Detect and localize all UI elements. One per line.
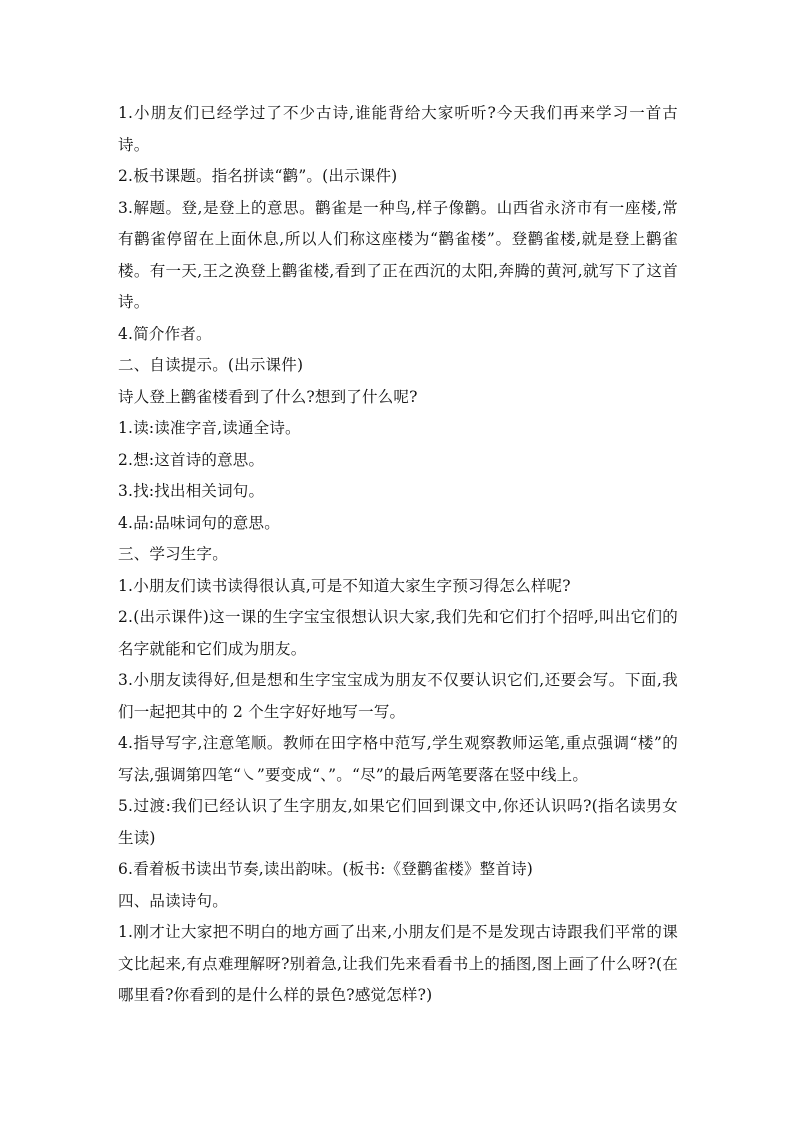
paragraph-question: 诗人登上鹳雀楼看到了什么?想到了什么呢? (118, 387, 418, 406)
paragraph-transition: 5.过渡:我们已经认识了生字朋友,如果它们回到课文中,你还认识吗?(指名读男女生读) (118, 797, 678, 847)
lesson-plan-body (118, 98, 678, 1012)
paragraph-write-characters: 3.小朋友读得好,但是想和生字宝宝成为朋友不仅要认识它们,还要会写。下面,我们一起把其中的 2 个生字好好地写一写。 (118, 671, 678, 721)
list-item-find: 3.找:找出相关词句。 (118, 482, 265, 500)
paragraph-writing-guidance: 4.指导写字,注意笔顺。教师在田字格中范写,学生观察教师运笔,重点强调“楼”的写法,强调第四笔“㇏”要变成“、”。“尽”的最后两笔要落在竖中线上。 (118, 734, 678, 784)
paragraph-intro: 1.小朋友们已经学过了不少古诗,谁能背给大家听听?今天我们再来学习一首古诗。 (118, 104, 678, 154)
section-heading-self-reading: 二、自读提示。(出示课件) (118, 356, 304, 374)
paragraph-author-intro: 4.简介作者。 (118, 324, 212, 343)
paragraph-preview-check: 1.小朋友们读书读得很认真,可是不知道大家生字预习得怎么样呢? (118, 576, 571, 595)
list-item-read: 1.读:读准字音,读通全诗。 (118, 419, 301, 437)
list-item-think: 2.想:这首诗的意思。 (118, 450, 265, 469)
list-item-savor: 4.品:品味词句的意思。 (118, 513, 280, 532)
paragraph-illustration: 1.刚才让大家把不明白的地方画了出来,小朋友们是不是发现古诗跟我们平常的课文比起来,有点难理解呀?别着急,让我们先来看看书上的插图,图上画了什么呀?(在哪里看?你看到的是什么样的景色?感觉怎样?) (118, 923, 678, 1004)
paragraph-meet-characters: 2.(出示课件)这一课的生字宝宝很想认识大家,我们先和它们打个招呼,叫出它们的名字就能和它们成为朋友。 (118, 608, 678, 658)
section-heading-poem-reading: 四、品读诗句。 (118, 891, 228, 910)
paragraph-explain-title: 3.解题。登,是登上的意思。鹳雀是一种鸟,样子像鹳。山西省永济市有一座楼,常有鹳雀停留在上面休息,所以人们称这座楼为“鹳雀楼”。登鹳雀楼,就是登上鹳雀楼。有一天,王之涣登上鹳雀楼,看到了正在西沉的太阳,奔腾的黄河,就写下了这首诗。 (118, 198, 678, 311)
section-heading-learn-characters: 三、学习生字。 (118, 545, 228, 563)
paragraph-rhythm-reading: 6.看着板书读出节奏,读出韵味。(板书:《登鹳雀楼》整首诗) (118, 860, 534, 878)
paragraph-board-title: 2.板书课题。指名拼读“鹳”。(出示课件) (118, 167, 398, 185)
